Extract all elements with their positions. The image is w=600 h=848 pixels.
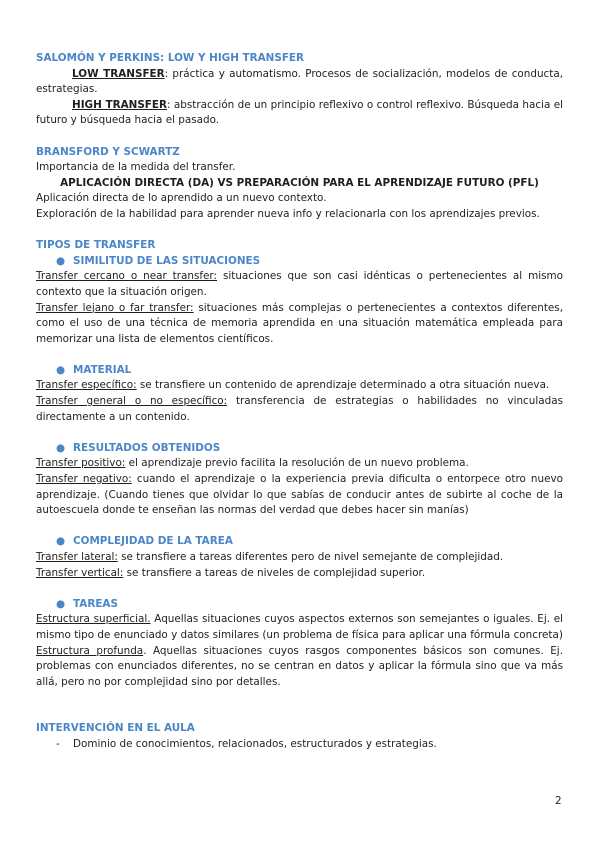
text-near-transfer: situaciones que son casi idénticas o pertenecientes al mismo contexto que la situación origen. — [36, 270, 563, 298]
text-vertical: se transfiere a tareas de niveles de complejidad superior. — [123, 566, 426, 579]
bullet-material — [36, 363, 563, 379]
term-profunda: Estructura profunda — [36, 644, 144, 657]
text-positivo: el aprendizaje previo facilita la resolución de un nuevo problema. — [125, 457, 469, 470]
term-lateral: Transfer lateral: — [36, 551, 118, 563]
text-superficial: Aquellas situaciones cuyos aspectos externos son semejantes o iguales. Ej. el mismo tipo de enunciado y datos similares (un problema de física para aplicar una fórmula concreta) — [36, 613, 563, 641]
dash-marker: - — [56, 737, 60, 750]
bullet-tareas — [36, 597, 563, 613]
heading-tipos-transfer: TIPOS DE TRANSFER — [36, 239, 156, 252]
paragraph-near-transfer — [36, 269, 563, 300]
heading-salomon-perkins: SALOMÓN Y PERKINS: LOW Y HIGH TRANSFER — [36, 52, 305, 64]
paragraph-importancia: Importancia de la medida del transfer. — [36, 161, 236, 174]
bullet-icon: ● — [56, 597, 66, 610]
bullet-title: COMPLEJIDAD DE LA TAREA — [73, 535, 233, 548]
text-high-transfer: : abstracción de un principio reflexivo o control reflexivo. Búsqueda hacia el futuro y búsqueda hacia el pasado. — [36, 98, 563, 127]
paragraph-aplicacion-directa: Aplicación directa de lo aprendido a un nuevo contexto. — [36, 192, 327, 205]
paragraph-lateral — [36, 550, 563, 566]
term-high-transfer: HIGH TRANSFER — [72, 98, 168, 111]
text-profunda: . Aquellas situaciones cuyos rasgos componentes básicos son comunes. Ej. problemas con enunciados diferentes, no se centran en datos y aplicar la fórmula sino que va más allá, pero no por complejidad sino por detalles. — [36, 644, 563, 688]
bullet-icon: ● — [56, 363, 66, 376]
text-low-transfer: : práctica y automatismo. Procesos de socialización, modelos de conducta, estrategias. — [36, 67, 564, 96]
text-negativo: cuando el aprendizaje o la experiencia previa dificulta o entorpece otro nuevo aprendizaje. (Cuando tienes que olvidar lo que sabías de conducir antes de subirte al coche de la autoescuela donde te enseñan las normas del verdad que debes hacer sin manías) — [36, 473, 563, 517]
paragraph-negativo — [36, 472, 563, 519]
page-number: 2 — [555, 795, 562, 807]
paragraph-positivo — [36, 456, 563, 472]
term-positivo: Transfer positivo: — [36, 457, 126, 470]
bullet-resultados — [36, 441, 563, 457]
bullet-title: RESULTADOS OBTENIDOS — [73, 441, 221, 454]
list-item — [36, 737, 563, 753]
term-vertical: Transfer vertical: — [36, 566, 124, 579]
bullet-similitud — [36, 254, 563, 270]
subheading-da-pfl: APLICACIÓN DIRECTA (DA) VS PREPARACIÓN PARA EL APRENDIZAJE FUTURO (PFL) — [60, 176, 539, 189]
paragraph-far-transfer — [36, 301, 563, 348]
text-especifico: se transfiere un contenido de aprendizaje determinado a otra situación nueva. — [136, 379, 550, 392]
document-body — [36, 51, 563, 753]
term-especifico: Transfer específico: — [36, 379, 137, 392]
bullet-title: SIMILITUD DE LAS SITUACIONES — [73, 254, 261, 267]
paragraph-exploracion: Exploración de la habilidad para aprender nueva info y relacionarla con los aprendizajes previos. — [36, 207, 540, 220]
paragraph-profunda — [36, 644, 563, 691]
paragraph-vertical — [36, 566, 563, 582]
list-item-text: Dominio de conocimientos, relacionados, estructurados y estrategias. — [73, 737, 437, 750]
paragraph-high-transfer — [36, 98, 563, 129]
text-lateral: se transfiere a tareas diferentes pero de nivel semejante de complejidad. — [117, 551, 504, 563]
term-low-transfer: LOW TRANSFER — [72, 67, 165, 80]
bullet-icon: ● — [56, 535, 66, 548]
term-far-transfer: Transfer lejano o far transfer: — [36, 301, 194, 314]
heading-intervencion: INTERVENCIÓN EN EL AULA — [36, 722, 195, 735]
term-general: Transfer general o no específico: — [36, 395, 228, 408]
text-general: transferencia de estrategias o habilidades no vinculadas directamente a un contenido. — [36, 395, 563, 423]
heading-bransford: BRANSFORD Y SCWARTZ — [36, 145, 180, 158]
bullet-title: MATERIAL — [73, 363, 132, 376]
bullet-complejidad — [36, 534, 563, 550]
paragraph-general — [36, 394, 563, 425]
paragraph-especifico — [36, 378, 563, 394]
term-superficial: Estructura superficial. — [36, 613, 151, 626]
paragraph-superficial — [36, 612, 563, 643]
term-negativo: Transfer negativo: — [36, 473, 132, 486]
bullet-icon: ● — [56, 254, 66, 267]
paragraph-low-transfer — [36, 67, 563, 98]
bullet-icon: ● — [56, 441, 66, 454]
bullet-title: TAREAS — [73, 597, 118, 610]
term-near-transfer: Transfer cercano o near transfer: — [36, 270, 218, 283]
text-far-transfer: situaciones más complejas o pertenecientes a contextos diferentes, como el uso de una técnica de memoria aprendida en una situación matemática empleada para memorizar una lista de elementos científicos. — [36, 301, 564, 345]
